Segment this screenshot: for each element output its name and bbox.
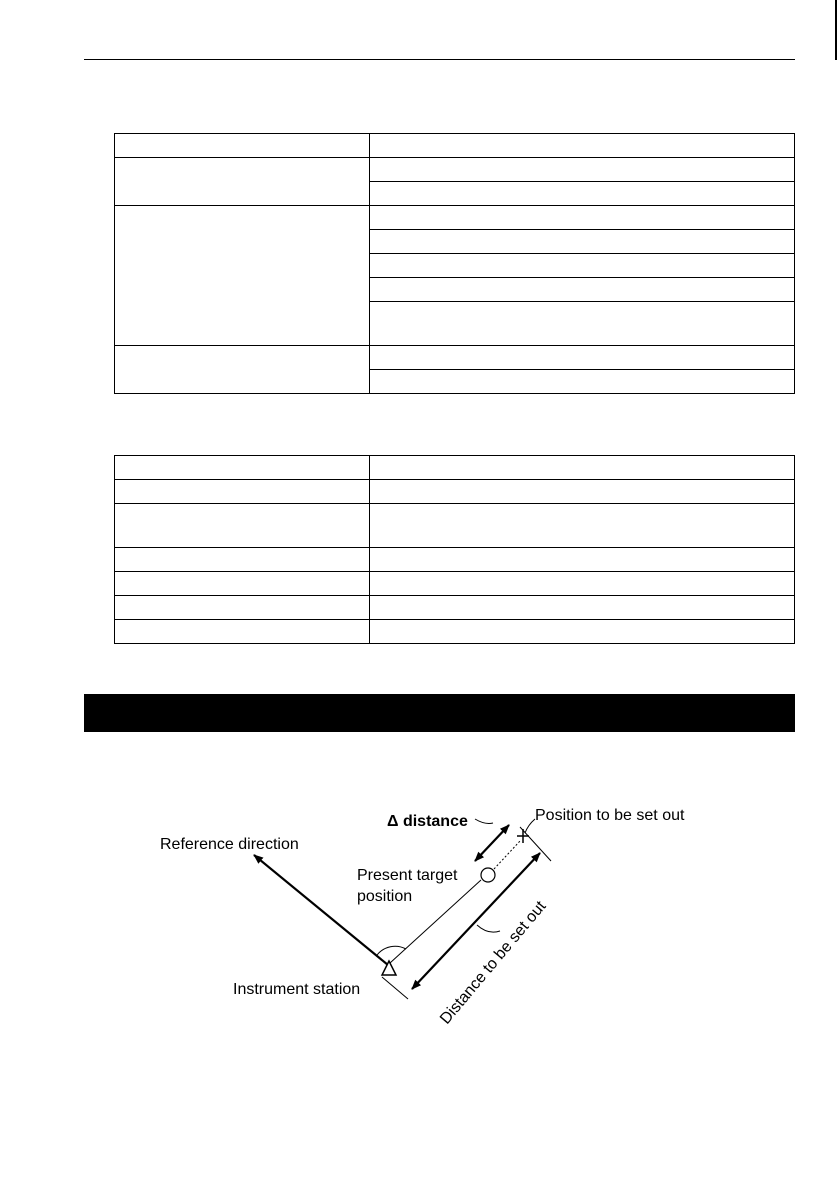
- table-cell: [370, 134, 795, 158]
- table-cell: [370, 370, 795, 394]
- table-cell: [370, 456, 795, 480]
- table-cell: [115, 158, 370, 206]
- table-row: [115, 504, 795, 548]
- table-cell: [370, 302, 795, 346]
- instrument-station-label: Instrument station: [233, 981, 361, 998]
- table-cell: [115, 480, 370, 504]
- extension-tick-start: [382, 977, 408, 999]
- angle-arc: [377, 946, 406, 955]
- table-cell: [370, 158, 795, 182]
- table-row: [115, 456, 795, 480]
- table-cell: [370, 182, 795, 206]
- table-cell: [370, 572, 795, 596]
- header-rule: [84, 59, 795, 60]
- table-row: [115, 346, 795, 370]
- table-cell: [115, 456, 370, 480]
- table-cell: [370, 596, 795, 620]
- table-cell: [370, 254, 795, 278]
- table-cell: [115, 620, 370, 644]
- table-cell: [115, 504, 370, 548]
- table-row: [115, 206, 795, 230]
- table-cell: [370, 206, 795, 230]
- table-row: [115, 480, 795, 504]
- table-cell: [370, 504, 795, 548]
- table-row: [115, 620, 795, 644]
- table-cell: [115, 572, 370, 596]
- delta-distance-arrow: [475, 825, 509, 861]
- table-row: [115, 548, 795, 572]
- table-cell: [370, 230, 795, 254]
- delta-word: distance: [402, 813, 468, 830]
- table-cell: [115, 134, 370, 158]
- page-edge-mark: [835, 0, 837, 60]
- extension-tick-end: [520, 827, 551, 861]
- delta-symbol: Δ: [387, 813, 399, 830]
- table-cell: [115, 206, 370, 346]
- table-cell: [370, 480, 795, 504]
- position-to-be-set-out-icon: [517, 829, 529, 843]
- table-row: [115, 596, 795, 620]
- distance-to-be-set-out-label: Distance to be set out: [437, 898, 550, 1028]
- table-cell: [370, 620, 795, 644]
- table-row: [115, 134, 795, 158]
- setout-leader: [525, 819, 535, 833]
- distance-leader: [477, 925, 500, 932]
- table-1: [114, 133, 795, 394]
- delta-leader: [475, 819, 493, 824]
- table-cell: [370, 346, 795, 370]
- delta-dotted-line: [494, 841, 520, 869]
- section-heading-bar: [84, 694, 795, 732]
- table-row: [115, 572, 795, 596]
- table-cell: [115, 346, 370, 394]
- table-cell: [370, 548, 795, 572]
- reference-direction-label: Reference direction: [160, 836, 299, 853]
- table-cell: [115, 548, 370, 572]
- delta-distance-label: [387, 813, 468, 830]
- setting-out-diagram: [150, 795, 740, 1045]
- position-to-be-set-out-label: Position to be set out: [535, 807, 685, 824]
- table-cell: [115, 596, 370, 620]
- present-target-label-line2: position: [357, 888, 413, 905]
- present-target-label-line1: Present target: [357, 867, 458, 884]
- present-target-icon: [481, 868, 495, 882]
- table-row: [115, 158, 795, 182]
- table-cell: [370, 278, 795, 302]
- table-2: [114, 455, 795, 644]
